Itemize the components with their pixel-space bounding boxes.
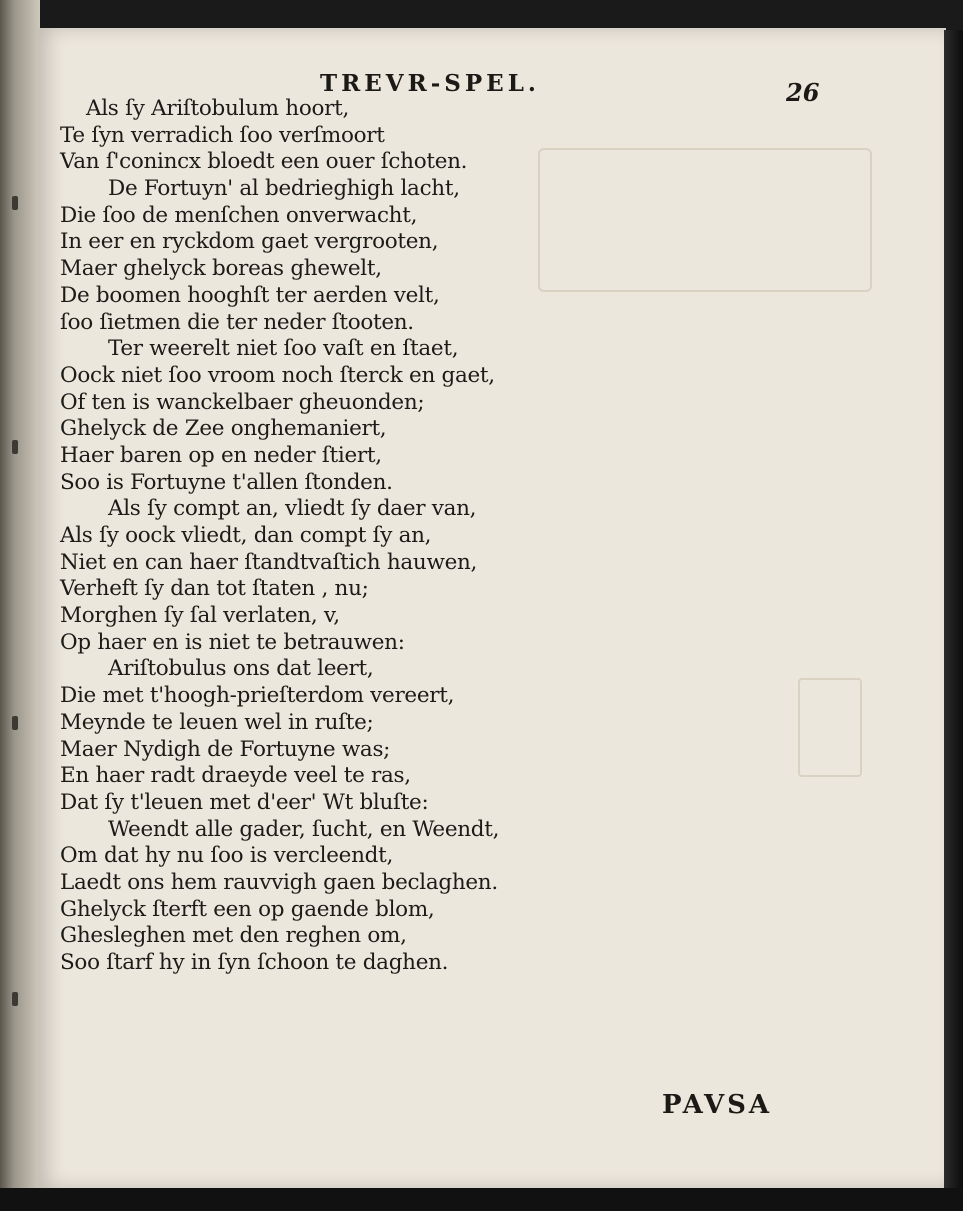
margin-mark	[12, 992, 18, 1006]
verse-line: Die met t'hoogh-prieſterdom vereert,	[60, 683, 455, 709]
margin-mark	[12, 440, 18, 454]
margin-mark	[12, 716, 18, 730]
verse-line: Niet en can haer ſtandtvaſtich hauwen,	[60, 549, 478, 575]
verse-line: Ariſtobulus ons dat leert,	[108, 656, 374, 682]
running-title: TREVR-SPEL.	[320, 70, 540, 97]
pausa-marker: PAVSA	[662, 1090, 773, 1120]
verse-line: Haer baren op en neder ſtiert,	[60, 442, 382, 468]
verse-line: Soo ſtarf hy in ſyn ſchoon te daghen.	[60, 950, 449, 975]
verse-line: Meynde te leuen wel in ruſte;	[60, 709, 374, 735]
verse-line: In eer en ryckdom gaet vergrooten,	[60, 229, 439, 255]
verse-line: Soo is Fortuyne t'allen ſtonden.	[60, 469, 393, 495]
verse-line: Ter weerelt niet ſoo vaſt en ſtaet,	[108, 336, 459, 362]
verse-line: Als ſy compt an, vliedt ſy daer van,	[108, 496, 477, 522]
margin-mark	[12, 196, 18, 210]
verse-line: De boomen hooghſt ter aerden velt,	[60, 282, 440, 308]
verse-line: Die ſoo de menſchen onverwacht,	[60, 202, 418, 228]
verse-line: Laedt ons hem rauvvigh gaen beclaghen.	[60, 869, 498, 895]
verse-line: Morghen ſy ſal verlaten, v,	[60, 603, 340, 629]
verse-line: Dat ſy t'leuen met d'eer' Wt bluſte:	[60, 789, 429, 815]
verse-line: Of ten is wanckelbaer gheuonden;	[60, 389, 425, 415]
verse-block	[60, 96, 620, 977]
verse-line: Ghelyck ſterft een op gaende blom,	[60, 896, 435, 922]
verse-line: Van ſ'conincx bloedt een ouer ſchoten.	[60, 149, 468, 175]
verse-line: Als ſy oock vliedt, dan compt ſy an,	[60, 523, 432, 548]
verse-line: Weendt alle gader, ſucht, en Weendt,	[108, 816, 500, 842]
verse-line: Maer Nydigh de Fortuyne was;	[60, 736, 391, 762]
verse-line: En haer radt draeyde veel te ras,	[60, 763, 411, 789]
bleed-through-initial	[798, 678, 862, 777]
page-right-edge	[944, 30, 963, 1190]
verse-line: De Fortuyn' al bedrieghigh lacht,	[108, 176, 460, 202]
verse-line: ſoo ſietmen die ter neder ſtooten.	[60, 309, 414, 335]
page-bottom-edge	[0, 1188, 963, 1211]
verse-line: Maer ghelyck boreas ghewelt,	[60, 256, 382, 282]
verse-line: Om dat hy nu ſoo is vercleendt,	[60, 843, 393, 869]
verse-line: Op haer en is niet te betrauwen:	[60, 629, 405, 655]
verse-line: Oock niet ſoo vroom noch ſterck en gaet,	[60, 362, 495, 388]
verse-line: Ghesleghen met den reghen om,	[60, 923, 407, 949]
verse-line: Te ſyn verradich ſoo verſmoort	[60, 122, 385, 148]
verse-line: Als ſy Ariſtobulum hoort,	[86, 96, 349, 121]
book-binding-edge	[0, 0, 40, 1211]
verse-line: Verheft ſy dan tot ſtaten , nu;	[60, 576, 369, 602]
verse-line: Ghelyck de Zee onghemaniert,	[60, 416, 387, 442]
page-number: 26	[786, 78, 820, 107]
